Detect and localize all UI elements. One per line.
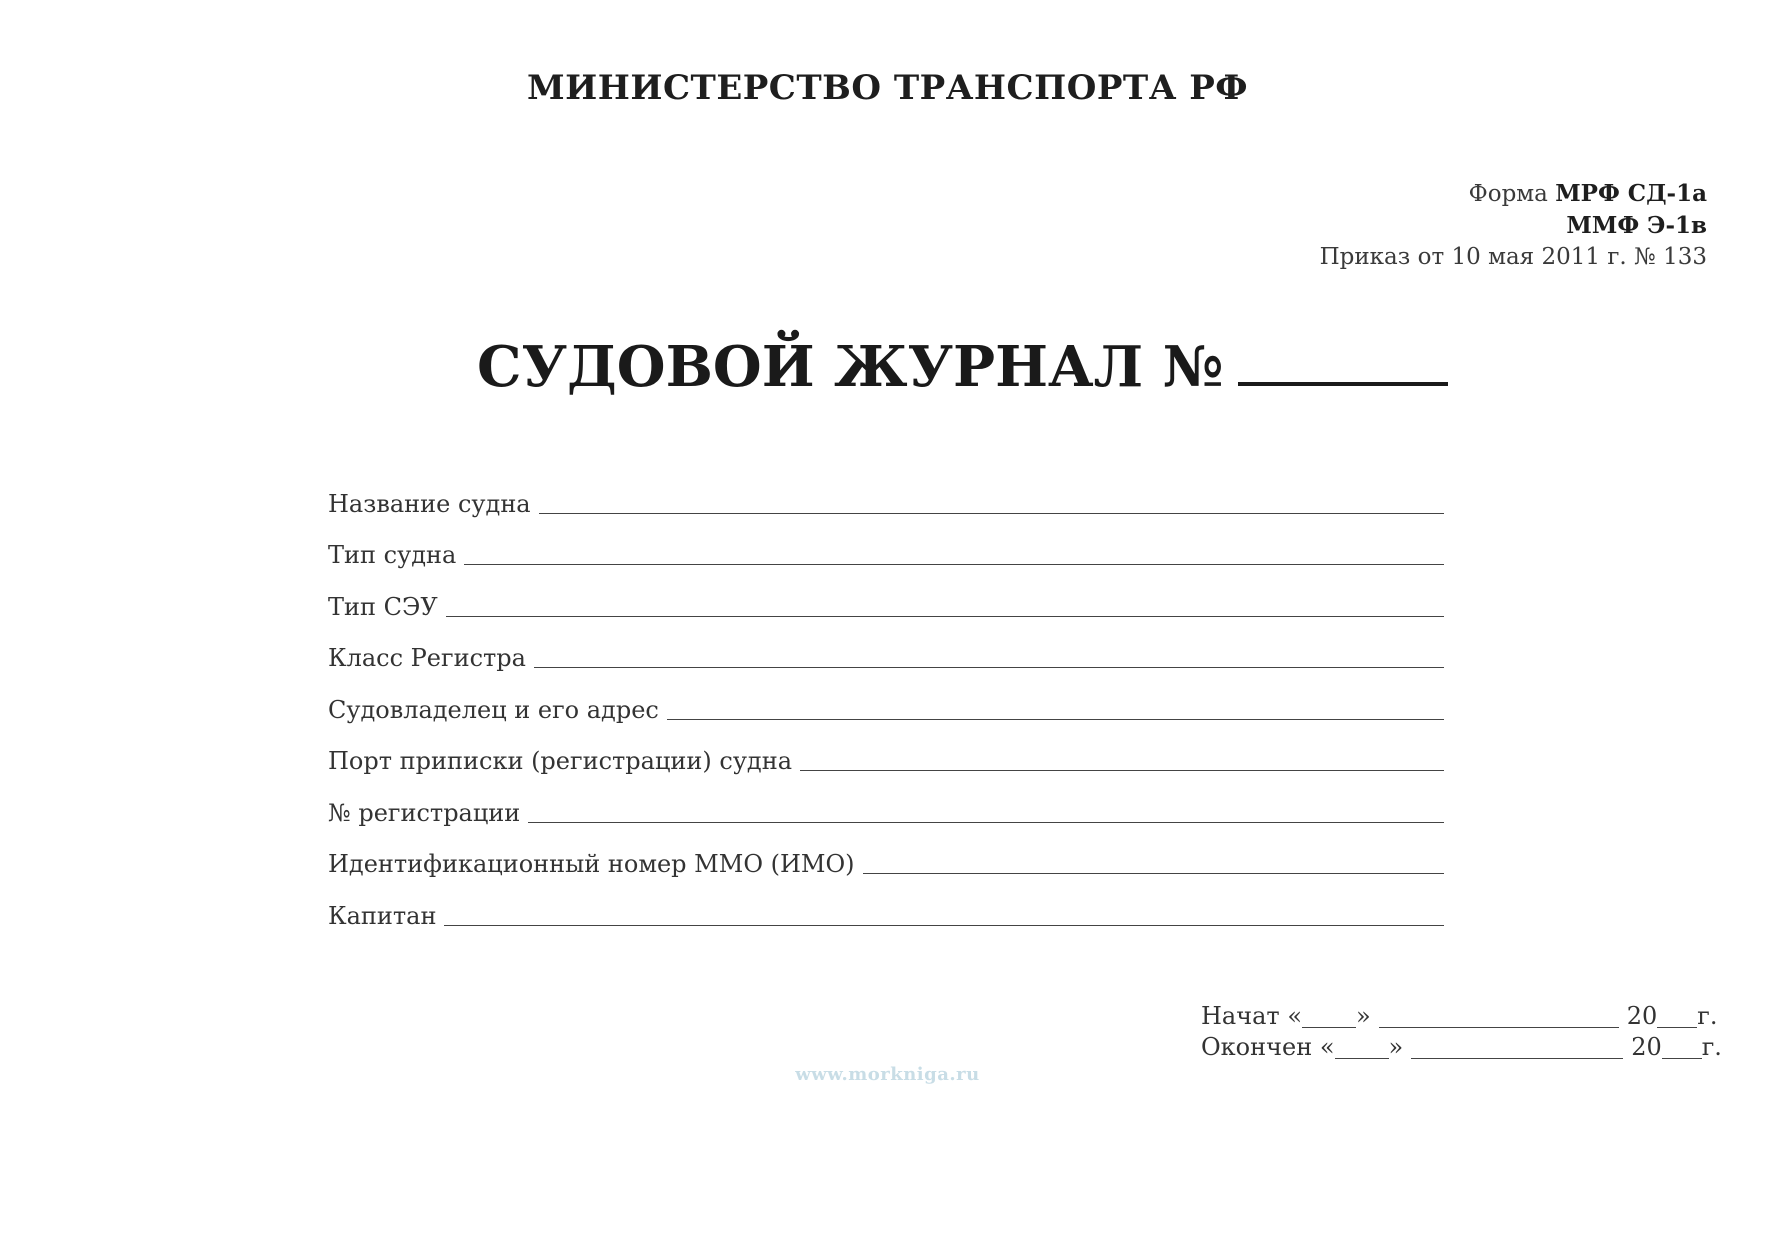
field-row-register-class [328, 622, 1444, 674]
field-row-imo-number [328, 828, 1444, 880]
field-label: Капитан [328, 901, 437, 930]
field-label: № регистрации [328, 798, 521, 827]
fill-line [464, 564, 1444, 565]
fill-line [534, 667, 1444, 668]
ship-fields [328, 467, 1444, 931]
form-code-line-2 [1320, 210, 1707, 242]
watermark: www.morkniga.ru [795, 1064, 980, 1085]
field-row-captain [328, 879, 1444, 931]
journal-dates [1201, 1001, 1722, 1063]
year-suffix: г. [1701, 1033, 1722, 1061]
quote-close: » [1388, 1033, 1404, 1061]
year-blank [1662, 1034, 1702, 1059]
field-label: Тип судна [328, 541, 457, 569]
form-code-line-1 [1320, 178, 1707, 210]
quote-close: » [1356, 1002, 1371, 1030]
month-blank [1379, 1003, 1619, 1028]
year-suffix: г. [1697, 1002, 1718, 1030]
order-reference: Приказ от 10 мая 2011 г. № 133 [1319, 244, 1707, 270]
form-code-2: ММФ Э-1в [1566, 212, 1707, 239]
day-blank [1335, 1034, 1389, 1059]
fill-line [444, 925, 1444, 926]
year-blank [1657, 1003, 1697, 1028]
form-info [1320, 178, 1707, 273]
date-started-row [1201, 1001, 1722, 1032]
journal-title-block [477, 332, 1448, 400]
field-row-power-plant [328, 570, 1444, 622]
day-blank [1302, 1003, 1356, 1028]
field-row-owner [328, 673, 1444, 725]
field-label: Порт приписки (регистрации) судна [328, 747, 793, 775]
fill-line [528, 822, 1444, 823]
field-row-registration-number [328, 776, 1444, 828]
fill-line [446, 616, 1444, 617]
fill-line [863, 873, 1444, 874]
fill-line [800, 770, 1444, 771]
date-ended-row [1201, 1032, 1722, 1063]
field-row-ship-type [328, 519, 1444, 571]
field-label: Судовладелец и его адрес [328, 695, 659, 724]
fill-line [539, 513, 1444, 514]
field-label: Название судна [328, 489, 531, 518]
form-code-1: МРФ СД-1а [1555, 180, 1707, 207]
journal-number-blank [1238, 332, 1448, 386]
year-prefix: 20 [1631, 1033, 1662, 1061]
field-row-ship-name [328, 467, 1444, 519]
field-row-home-port [328, 725, 1444, 777]
field-label: Тип СЭУ [328, 592, 438, 621]
month-blank [1411, 1034, 1623, 1059]
date-started-label: Начат « [1201, 1002, 1303, 1030]
field-label: Класс Регистра [328, 644, 526, 672]
field-label: Идентификационный номер ММО (ИМО) [328, 850, 855, 878]
form-prefix: Форма [1468, 181, 1548, 207]
fill-line [667, 719, 1444, 720]
journal-title: СУДОВОЙ ЖУРНАЛ № [477, 334, 1224, 400]
year-prefix: 20 [1626, 1002, 1658, 1030]
date-ended-label: Окончен « [1201, 1033, 1335, 1061]
ministry-heading: МИНИСТЕРСТВО ТРАНСПОРТА РФ [526, 68, 1249, 108]
